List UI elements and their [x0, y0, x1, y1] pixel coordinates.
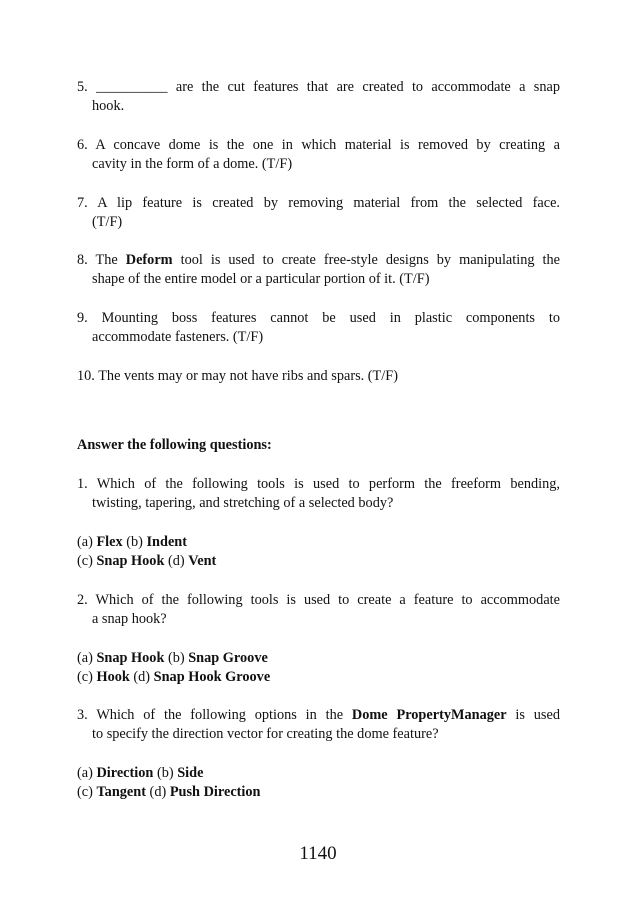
option-row: [77, 783, 261, 802]
tf-question-6: [77, 136, 560, 174]
question-text-cont: to specify the direction vector for creating the dome feature?: [92, 726, 439, 742]
section-heading: Answer the following questions:: [77, 437, 272, 453]
option-letter: (d): [164, 553, 189, 569]
option-text: Vent: [188, 553, 217, 569]
mcq-question-2: [77, 591, 560, 629]
option-letter: (a): [77, 534, 97, 550]
option-text: Snap Hook: [96, 553, 165, 569]
option-letter: (b): [122, 534, 147, 550]
tf-question-7: [77, 194, 560, 232]
question-text-cont: twisting, tapering, and stretching of a selected body?: [92, 495, 394, 511]
option-text: Indent: [146, 534, 188, 550]
question-number: 8.: [77, 252, 88, 268]
mcq-options-2: [77, 649, 270, 687]
option-letter: (a): [77, 650, 97, 666]
option-text: Snap Hook Groove: [153, 669, 271, 685]
question-text: A concave dome is the one in which material is removed by creating a: [95, 137, 560, 153]
question-text: Which of the following tools is used to create a feature to accommodate: [95, 592, 560, 608]
question-text-cont: a snap hook?: [92, 611, 167, 627]
option-letter: (d): [129, 669, 154, 685]
question-text: A lip feature is created by removing material from the selected face.: [97, 195, 560, 211]
question-text: Which of the following tools is used to perform the freeform bending,: [96, 476, 560, 492]
option-text: Push Direction: [169, 784, 261, 800]
option-letter: (c): [77, 553, 97, 569]
option-letter: (d): [145, 784, 170, 800]
question-number: 3.: [77, 707, 88, 723]
option-row: [77, 533, 216, 552]
question-text-cont: shape of the entire model or a particular portion of it. (T/F): [92, 271, 430, 287]
question-text: Mounting boss features cannot be used in plastic components to: [101, 310, 560, 326]
question-number: 10.: [77, 368, 95, 384]
option-text: Snap Groove: [188, 650, 268, 666]
option-row: [77, 668, 270, 687]
mcq-options-1: [77, 533, 216, 571]
mcq-question-3: [77, 706, 560, 744]
tf-question-9: [77, 309, 560, 347]
tf-question-5: [77, 78, 560, 116]
option-letter: (b): [164, 650, 189, 666]
question-text: __________ are the cut features that are created to accommodate a snap: [96, 79, 560, 95]
question-number: 9.: [77, 310, 88, 326]
question-text: The vents may or may not have ribs and spars. (T/F): [98, 368, 398, 384]
option-letter: (c): [77, 669, 97, 685]
question-text: tool is used to create free-style designs by manipulating the: [172, 252, 560, 268]
option-text: Hook: [96, 669, 130, 685]
question-number: 1.: [77, 476, 88, 492]
mcq-options-3: [77, 764, 261, 802]
option-row: [77, 649, 270, 668]
page-number: 1140: [299, 843, 337, 864]
option-text: Side: [177, 765, 204, 781]
option-text: Snap Hook: [96, 650, 165, 666]
option-text: Tangent: [96, 784, 146, 800]
option-letter: (b): [153, 765, 178, 781]
option-letter: (a): [77, 765, 97, 781]
option-row: [77, 552, 216, 571]
option-row: [77, 764, 261, 783]
deform-term: Deform: [125, 252, 173, 268]
dome-propertymanager-term: Dome PropertyManager: [351, 707, 507, 723]
option-text: Direction: [96, 765, 154, 781]
option-text: Flex: [96, 534, 123, 550]
question-number: 6.: [77, 137, 88, 153]
option-letter: (c): [77, 784, 97, 800]
tf-question-10: [77, 367, 560, 386]
question-number: 2.: [77, 592, 88, 608]
question-text: Which of the following options in the: [96, 707, 352, 723]
question-text-cont: hook.: [92, 98, 125, 114]
question-text-cont: cavity in the form of a dome. (T/F): [92, 156, 293, 172]
question-number: 7.: [77, 195, 88, 211]
mcq-question-1: [77, 475, 560, 513]
question-text-cont: (T/F): [92, 214, 123, 230]
question-text-cont: accommodate fasteners. (T/F): [92, 329, 264, 345]
question-number: 5.: [77, 79, 88, 95]
question-text: is used: [506, 707, 560, 723]
tf-question-8: [77, 251, 560, 289]
question-text: The: [95, 252, 126, 268]
